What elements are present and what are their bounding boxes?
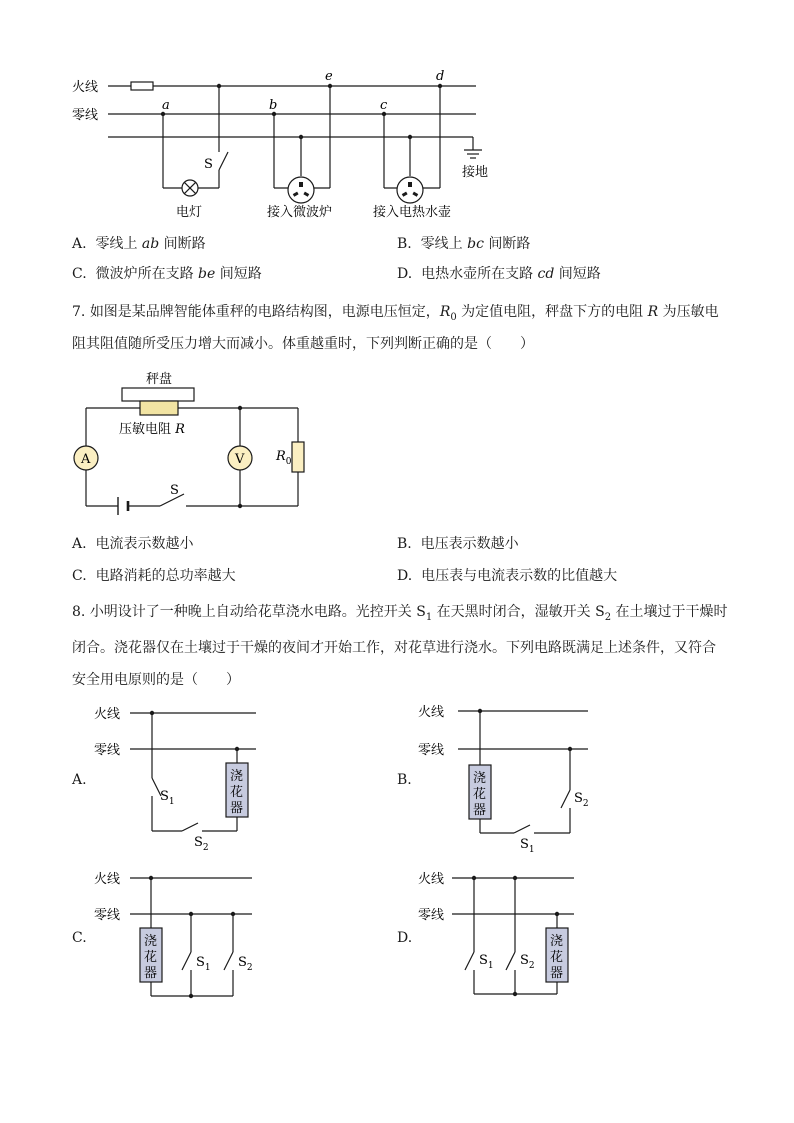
live-wire-label: 火线: [94, 872, 121, 887]
live-wire-label: 火线: [72, 80, 99, 95]
live-wire-label: 火线: [418, 872, 445, 887]
ammeter-icon: [74, 446, 98, 470]
device-char-3: 器: [473, 803, 487, 818]
device-char-2: 花: [230, 785, 244, 800]
switch-s2-label: $S_2$: [574, 791, 589, 809]
device-char-1: 浇: [473, 771, 487, 786]
device-char-3: 器: [550, 966, 564, 981]
q7-option-c[interactable]: C. 电路消耗的总功率越大: [72, 568, 236, 584]
q7-stem-line2: 阻其阻值随所受压力增大而减小。体重越重时，下列判断正确的是（ ）: [72, 336, 534, 352]
voltmeter-icon: [228, 446, 252, 470]
switch-s1-label: $S_1$: [520, 837, 535, 855]
neutral-wire-label: 零线: [418, 743, 445, 758]
point-a-label: a: [162, 98, 170, 113]
device-char-1: 浇: [550, 934, 564, 949]
q8-options-figure: [0, 690, 794, 1010]
svg-text:A: A: [81, 452, 91, 467]
switch-s2-label: $S_2$: [194, 835, 209, 853]
lamp-icon: [182, 180, 198, 196]
point-b-label: b: [269, 98, 278, 113]
live-wire-label: 火线: [94, 707, 121, 722]
switch-s1-label: $S_1$: [160, 789, 175, 807]
pressure-sensor: [140, 401, 178, 415]
socket-icon: [397, 177, 423, 203]
neutral-wire-label: 零线: [94, 743, 121, 758]
sensor-label: 压敏电阻 R: [119, 422, 185, 437]
q6-option-a[interactable]: A. 零线上 ab 间断路: [72, 236, 206, 252]
point-c-label: c: [380, 98, 388, 113]
q6-option-d[interactable]: D. 电热水壶所在支路 cd 间短路: [397, 266, 601, 282]
q7-option-d[interactable]: D. 电压表与电流表示数的比值越大: [397, 568, 618, 584]
q8-stem-line1: 8. 小明设计了一种晚上自动给花草浇水电路。光控开关 $S_1$ 在天黑时闭合，湿敏开关 $S_2$ 在土壤过于干燥时: [72, 604, 728, 623]
q8-stem-line3: 安全用电原则的是（ ）: [72, 672, 240, 688]
q8-option-b[interactable]: B.: [397, 772, 412, 788]
battery-icon: [118, 497, 128, 515]
device-char-1: 浇: [144, 934, 158, 949]
q8-option-c[interactable]: C.: [72, 930, 87, 946]
live-wire-label: 火线: [418, 705, 445, 720]
device-char-2: 花: [550, 950, 564, 965]
q7-circuit-figure: [0, 360, 794, 530]
point-e-label: e: [325, 69, 333, 84]
switch-label: S: [204, 157, 213, 172]
microwave-label: 接入微波炉: [267, 205, 333, 220]
lamp-label: 电灯: [176, 205, 203, 220]
neutral-wire-label: 零线: [418, 908, 445, 923]
switch-s1-label: $S_1$: [479, 953, 494, 971]
device-char-1: 浇: [230, 769, 244, 784]
q7-option-b[interactable]: B. 电压表示数越小: [397, 536, 519, 552]
scale-pan-label: 秤盘: [146, 372, 173, 387]
svg-text:V: V: [235, 452, 245, 467]
switch-label: S: [170, 483, 179, 498]
q7-stem-line1: 7. 如图是某品牌智能体重秤的电路结构图，电源电压恒定，$R_0$ 为定值电阻，秤盘下方的电阻 R 为压敏电: [72, 304, 719, 323]
q6-circuit-figure: [0, 0, 794, 230]
point-d-label: d: [436, 69, 445, 84]
switch-s2-label: $S_2$: [520, 953, 535, 971]
kettle-label: 接入电热水壶: [373, 205, 452, 220]
r0-label: $R_0$: [276, 449, 292, 467]
q8-option-d[interactable]: D.: [397, 930, 413, 946]
ground-label: 接地: [462, 165, 489, 180]
switch-s2-label: $S_2$: [238, 955, 253, 973]
device-char-2: 花: [144, 950, 158, 965]
device-char-3: 器: [144, 966, 158, 981]
q8-stem-line2: 闭合。浇花器仅在土壤过于干燥的夜间才开始工作，对花草进行浇水。下列电路既满足上述条件，又符合: [72, 640, 716, 656]
q6-option-b[interactable]: B. 零线上 bc 间断路: [397, 236, 531, 252]
resistor-r0: [292, 442, 304, 472]
neutral-wire-label: 零线: [72, 108, 99, 123]
q8-option-a[interactable]: A.: [72, 772, 87, 788]
q7-option-a[interactable]: A. 电流表示数越小: [72, 536, 194, 552]
socket-icon: [288, 177, 314, 203]
q6-option-c[interactable]: C. 微波炉所在支路 be 间短路: [72, 266, 262, 282]
device-char-2: 花: [473, 787, 487, 802]
switch-s1-label: $S_1$: [196, 955, 211, 973]
scale-pan: [122, 388, 194, 401]
neutral-wire-label: 零线: [94, 908, 121, 923]
device-char-3: 器: [230, 801, 244, 816]
